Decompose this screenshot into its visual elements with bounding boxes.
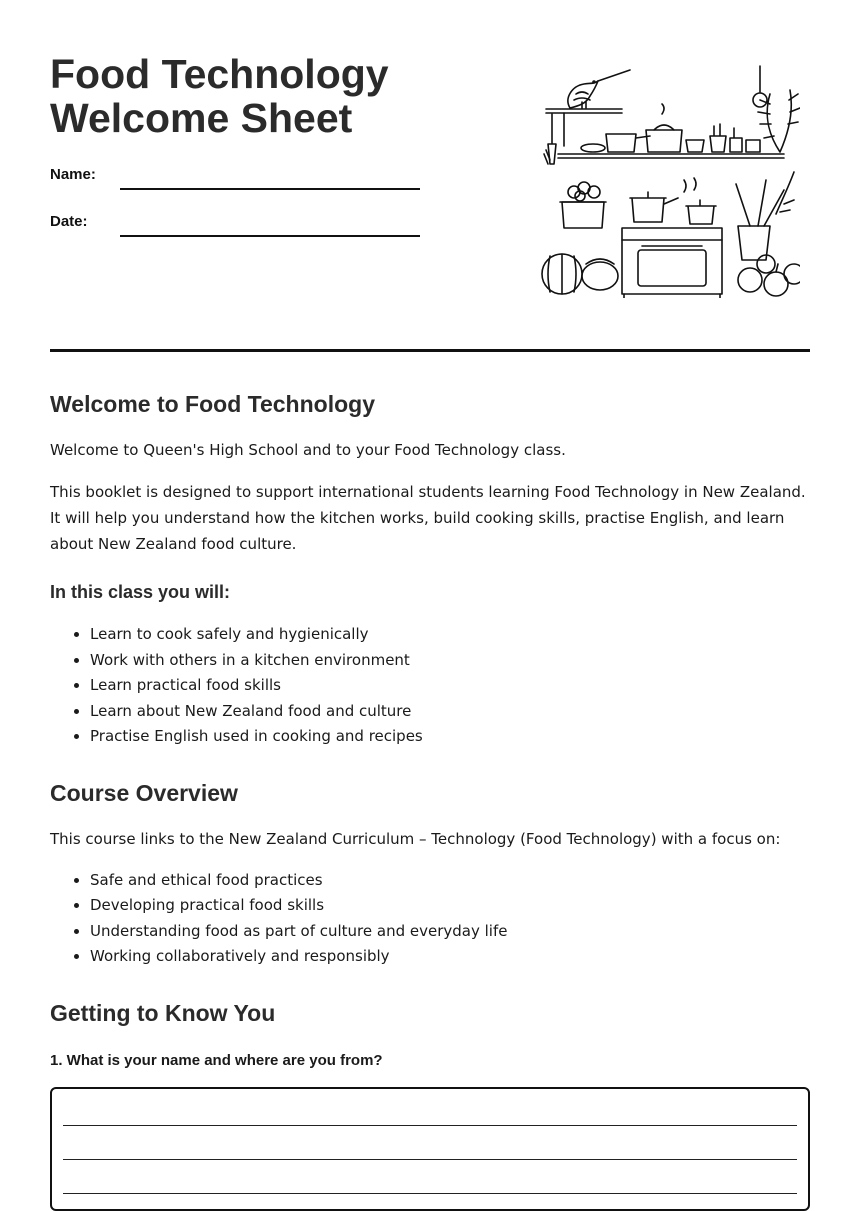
- date-label: Date:: [50, 213, 88, 230]
- list-item: • Safe and ethical food practices: [90, 868, 810, 894]
- answer-line[interactable]: [63, 1125, 797, 1126]
- list-item: • Working collaboratively and responsibly: [90, 944, 810, 970]
- title-line-2: Welcome Sheet: [50, 95, 353, 141]
- welcome-heading: Welcome to Food Technology: [50, 391, 375, 417]
- course-overview-list: [50, 868, 810, 970]
- answer-line[interactable]: [63, 1159, 797, 1160]
- course-overview-intro: This course links to the New Zealand Curriculum – Technology (Food Technology) with a focus on:: [50, 829, 781, 848]
- title-line-1: Food Technology: [50, 51, 389, 97]
- list-item: • Learn to cook safely and hygienically: [90, 622, 810, 648]
- list-item: • Learn about New Zealand food and culture: [90, 699, 810, 725]
- header-divider: [50, 349, 810, 352]
- welcome-paragraph-2: This booklet is designed to support international students learning Food Technology in New Zealand. It will help you understand how the kitchen works, build cooking skills, practise English, and learn about New Zealand food culture.: [50, 483, 806, 553]
- list-item: • Developing practical food skills: [90, 893, 810, 919]
- name-line[interactable]: [120, 188, 420, 190]
- kitchen-illustration-icon: [538, 64, 800, 298]
- answer-line[interactable]: [63, 1193, 797, 1194]
- page-title: [50, 52, 520, 140]
- list-item: • Work with others in a kitchen environment: [90, 648, 810, 674]
- list-item: • Understanding food as part of culture and everyday life: [90, 919, 810, 945]
- welcome-paragraph-1: Welcome to Queen's High School and to your Food Technology class.: [50, 441, 566, 459]
- main-content: [50, 388, 810, 1072]
- name-field[interactable]: [50, 166, 420, 196]
- list-item: • Practise English used in cooking and recipes: [90, 724, 810, 750]
- header: [50, 52, 810, 302]
- getting-to-know-heading: Getting to Know You: [50, 999, 276, 1026]
- course-overview-heading: Course Overview: [50, 779, 238, 806]
- name-label: Name:: [50, 166, 96, 183]
- date-field[interactable]: [50, 213, 420, 243]
- in-class-subheading: In this class you will:: [50, 582, 231, 602]
- answer-box-question-1[interactable]: [50, 1087, 810, 1211]
- in-class-list: [50, 622, 810, 750]
- list-item: • Learn practical food skills: [90, 673, 810, 699]
- date-line[interactable]: [120, 235, 420, 237]
- question-1: 1. What is your name and where are you from?: [50, 1051, 383, 1069]
